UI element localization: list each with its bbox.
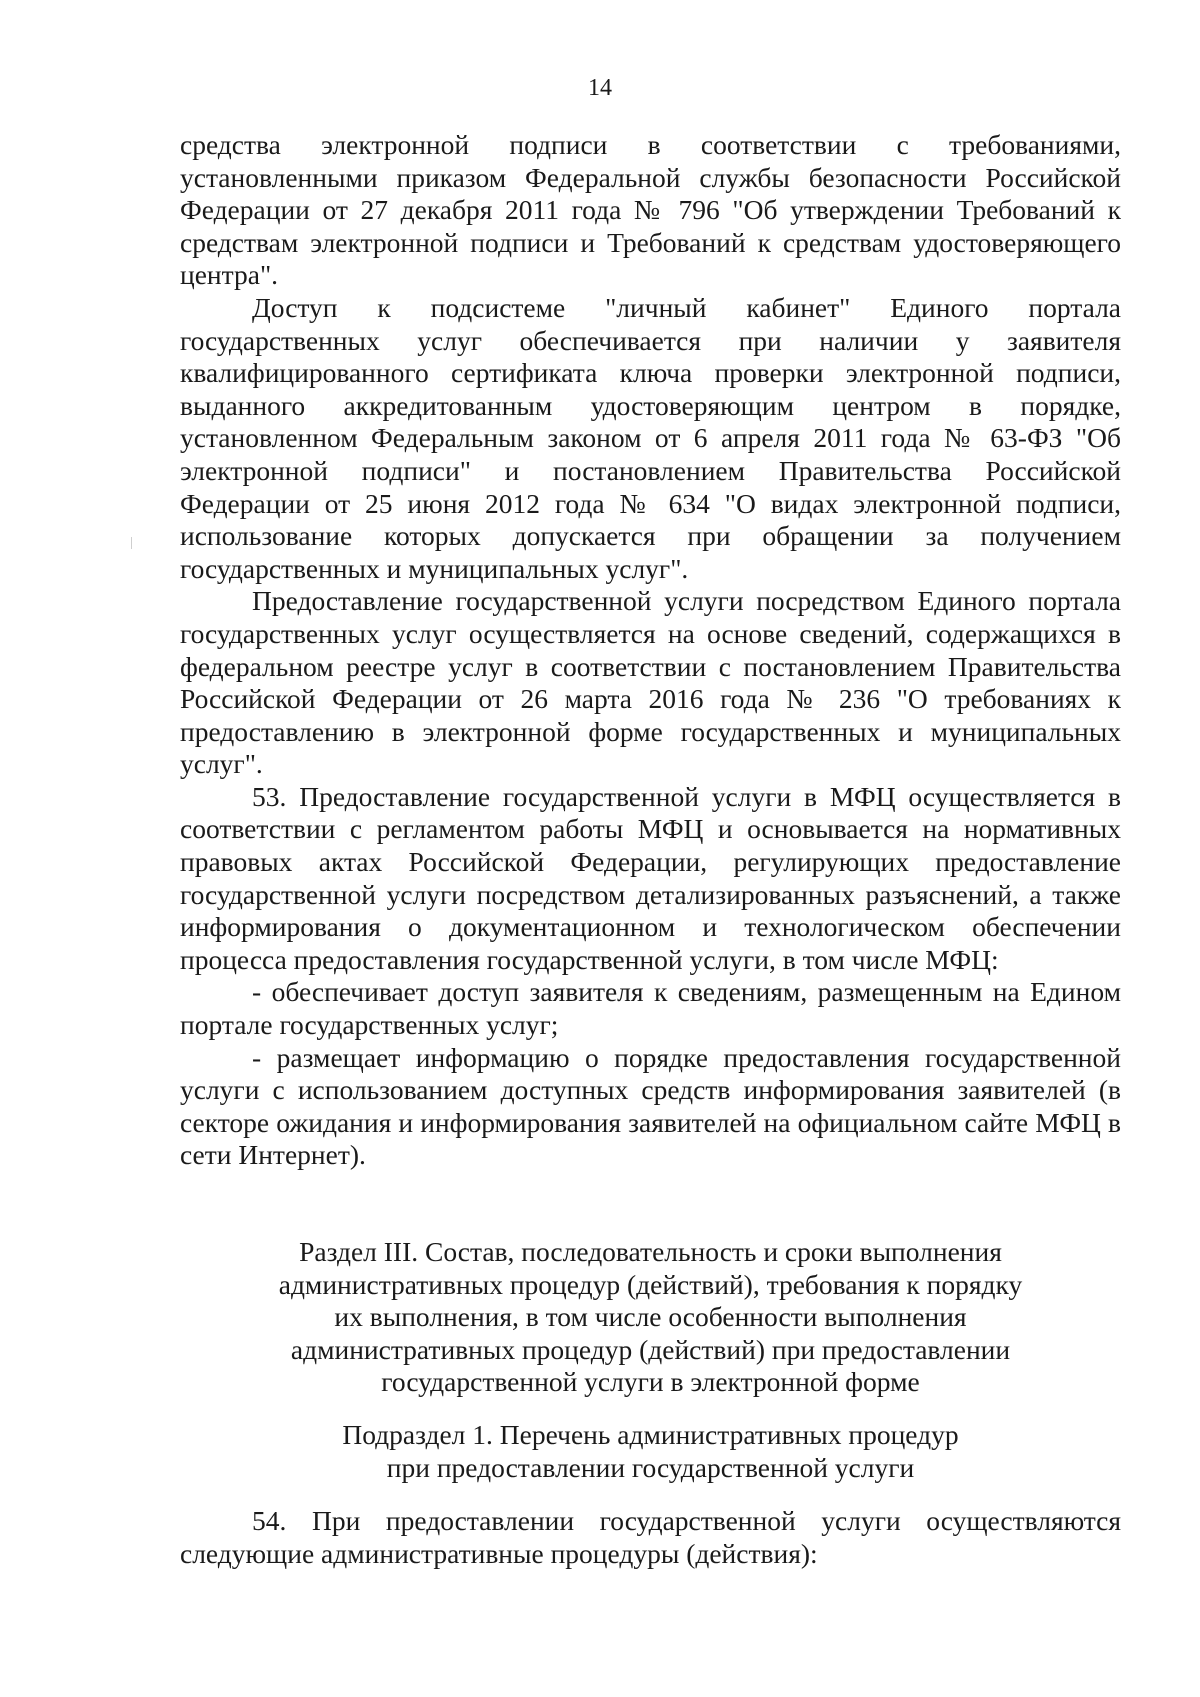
paragraph-clause-53: 53. Предоставление государственной услуги в МФЦ осуществляется в соответствии с регламентом работы МФЦ и основывается на нормативных правовых актах Российской Федерации, регулирующих предоставление государственной услуги посредством детализированных разъяснений, а также информирования о документационном и технологическом обеспечении процесса предоставления государственной услуги, в том числе МФЦ:: [180, 780, 1121, 975]
section-heading-line: их выполнения, в том числе особенности выполнения: [334, 1301, 967, 1332]
paragraph-portal-provision: Предоставление государственной услуги посредством Единого портала государственных услуг осуществляется на основе сведений, содержащихся в федеральном реестре услуг в соответствии с постановлением Правительства Российской Федерации от 26 марта 2016 года № 236 "О требованиях к предоставлению в электронной форме государственных и муниципальных услуг".: [180, 585, 1121, 780]
subsection-heading-line: Подраздел 1. Перечень административных процедур: [342, 1419, 959, 1450]
list-item-access: - обеспечивает доступ заявителя к сведениям, размещенным на Едином портале государственных услуг;: [180, 976, 1121, 1041]
paragraph-continuation: средства электронной подписи в соответствии с требованиями, установленными приказом Федеральной службы безопасности Российской Федерации от 27 декабря 2011 года № 796 "Об утверждении Требований к средствам электронной подписи и Требований к средствам удостоверяющего центра".: [180, 129, 1121, 291]
subsection-heading-line: при предоставлении государственной услуги: [386, 1451, 915, 1483]
section-heading-line: Раздел III. Состав, последовательность и сроки выполнения: [299, 1236, 1002, 1267]
scan-artifact-mark: [131, 537, 132, 549]
section-heading-line: административных процедур (действий), требования к порядку: [278, 1268, 1023, 1300]
subsection-heading: [180, 1419, 1121, 1484]
list-item-information: - размещает информацию о порядке предоставления государственной услуги с использованием доступных средств информирования заявителей (в секторе ожидания и информирования заявителей на официальном сайте МФЦ в сети Интернет).: [180, 1041, 1121, 1171]
section-heading: [180, 1236, 1121, 1399]
section-heading-line: государственной услуги в электронной форме: [381, 1366, 920, 1397]
paragraph-clause-54: 54. При предоставлении государственной услуги осуществляются следующие административные процедуры (действия):: [180, 1505, 1121, 1569]
paragraph-personal-account-access: Доступ к подсистеме "личный кабинет" Единого портала государственных услуг обеспечивается при наличии у заявителя квалифицированного сертификата ключа проверки электронной подписи, выданного аккредитованным удостоверяющим центром в порядке, установленном Федеральным законом от 6 апреля 2011 года № 63-ФЗ "Об электронной подписи" и постановлением Правительства Российской Федерации от 25 июня 2012 года № 634 "О видах электронной подписи, использование которых допускается при обращении за получением государственных и муниципальных услуг".: [180, 291, 1121, 584]
section-heading-line: административных процедур (действий) при предоставлении: [290, 1333, 1011, 1365]
document-body: [180, 129, 1121, 1172]
page-number: 14: [588, 75, 612, 101]
